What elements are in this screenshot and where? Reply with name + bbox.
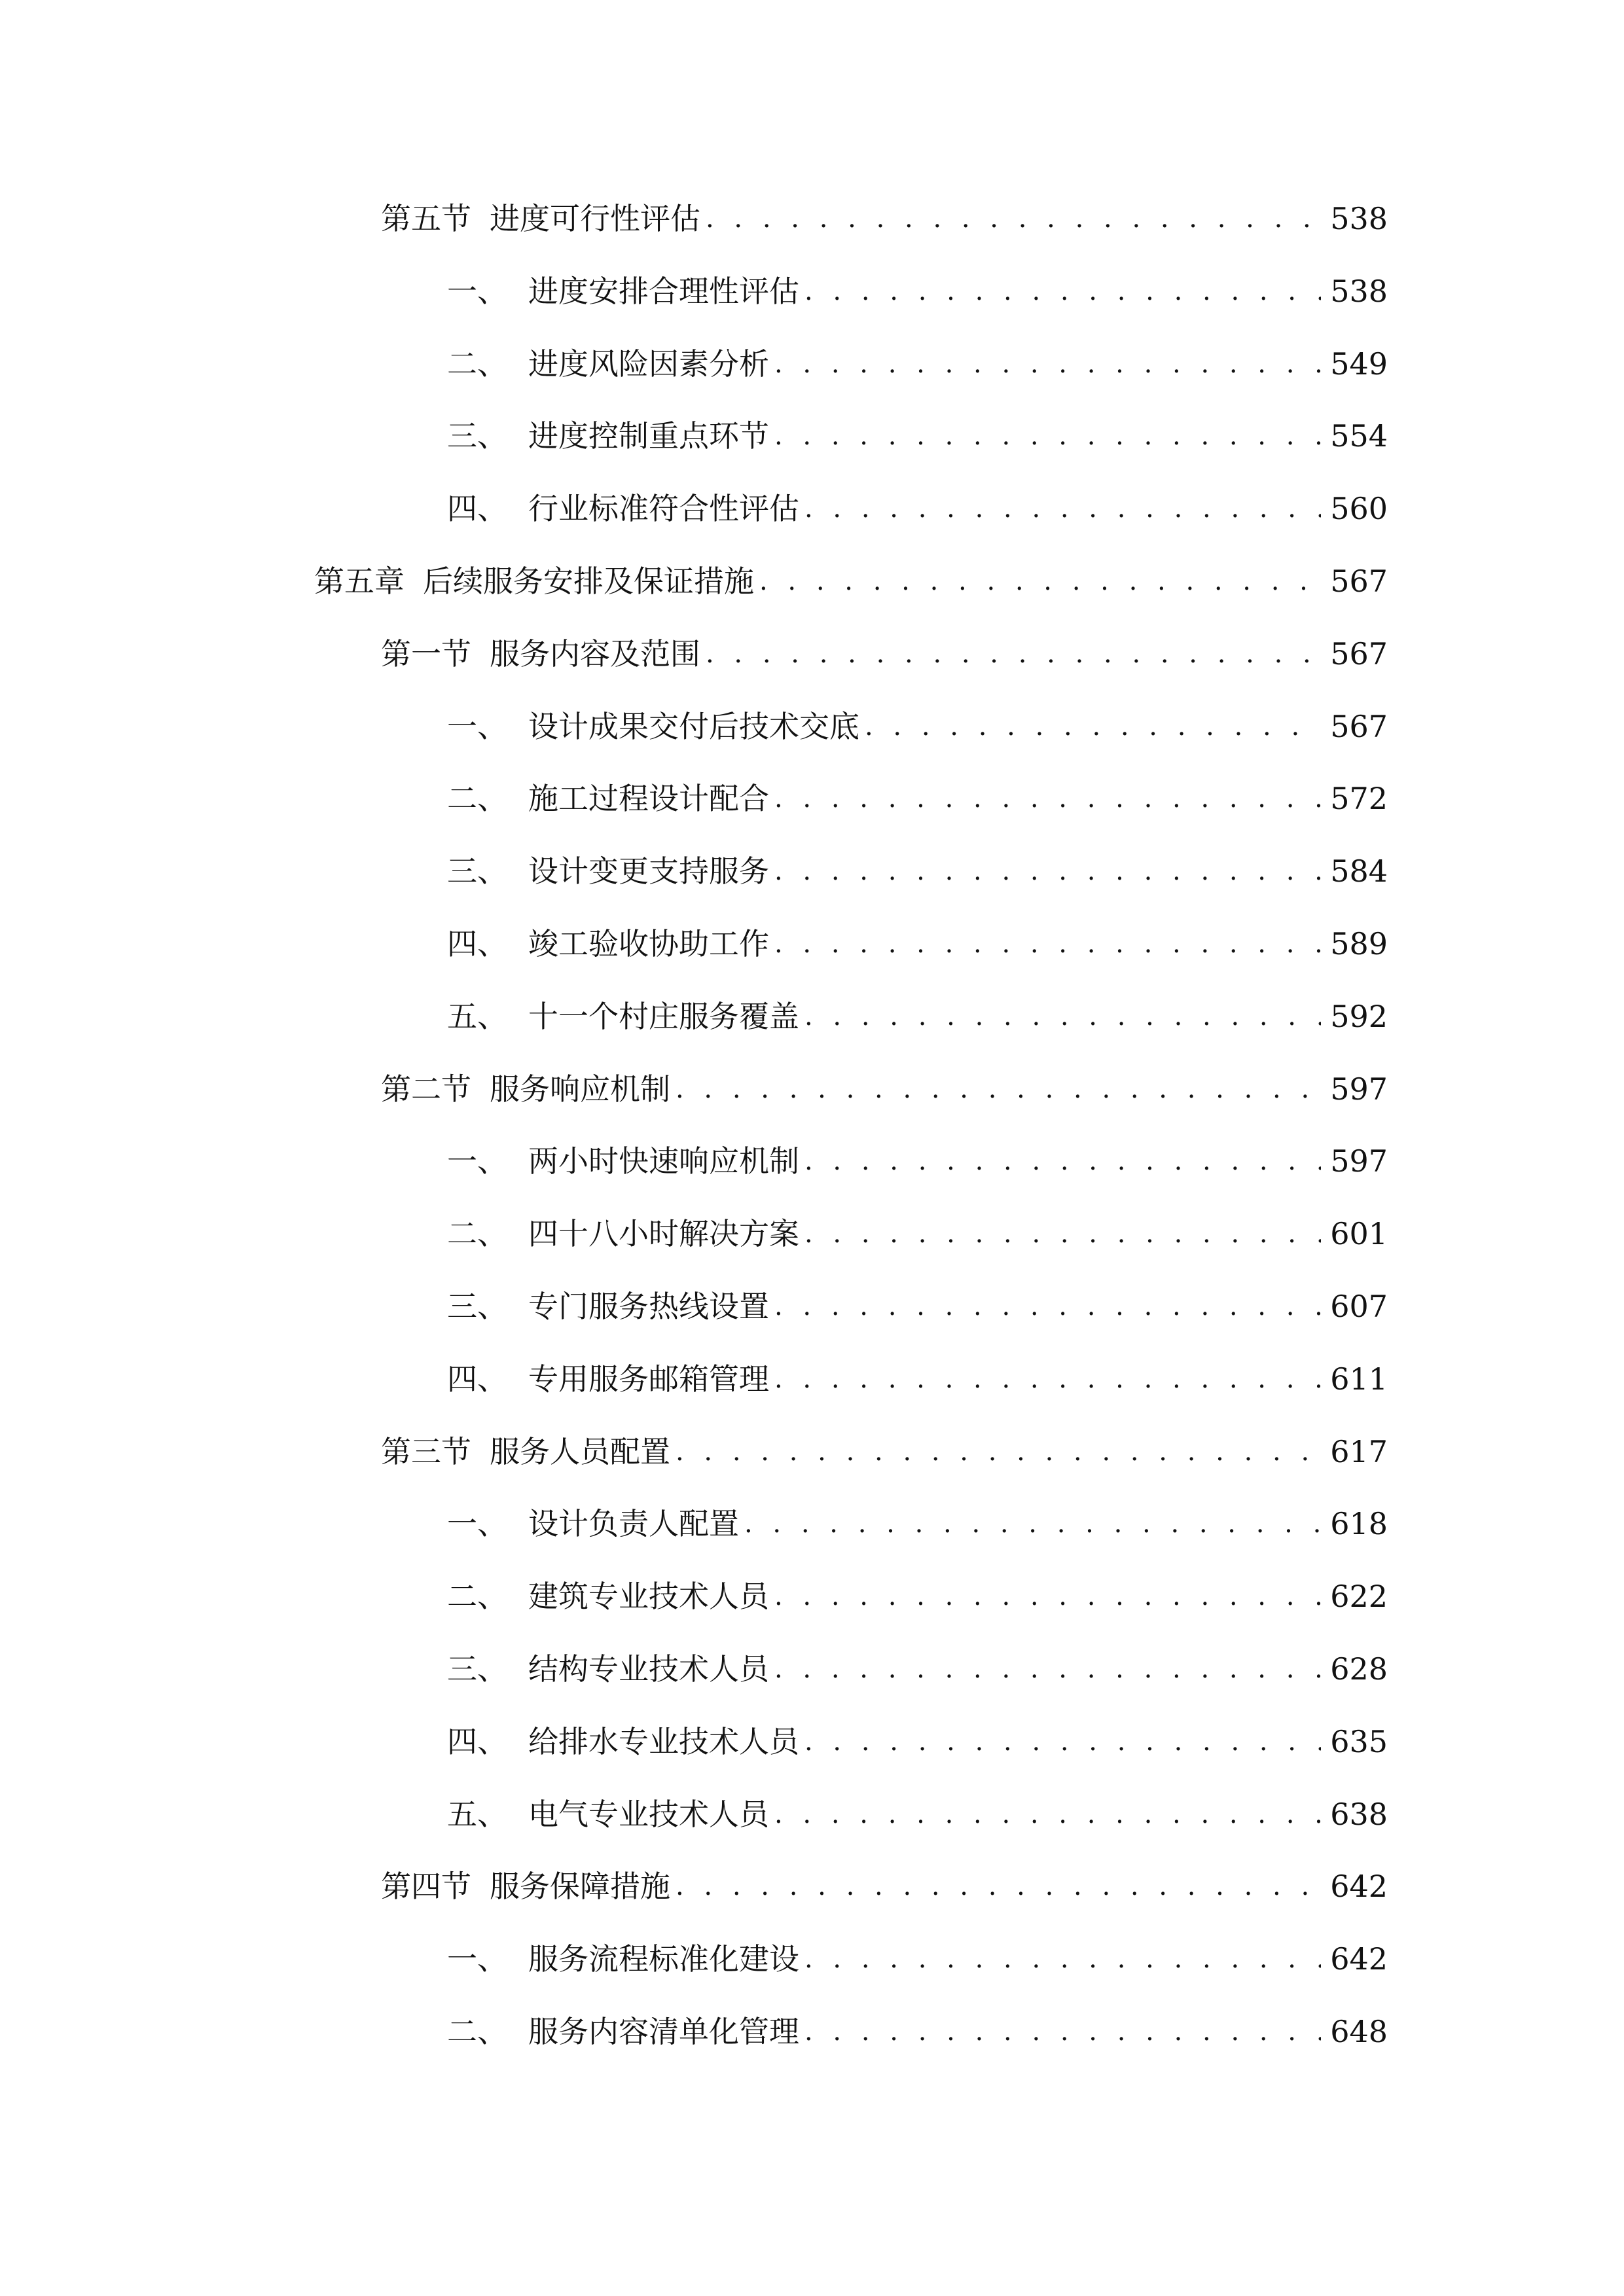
toc-entry-number: 一、 [447, 1143, 507, 1179]
toc-entry-page: 618 [1330, 1506, 1388, 1542]
toc-entry[interactable] [381, 1867, 1388, 1906]
dot-leader [676, 1432, 1321, 1471]
dot-leader [804, 2012, 1321, 2051]
toc-entry-title: 进度安排合理性评估 [528, 273, 799, 309]
toc-entry-title: 进度风险因素分析 [528, 346, 769, 382]
toc-entry-page: 597 [1330, 1071, 1388, 1107]
toc-entry-title: 专门服务热线设置 [528, 1289, 769, 1324]
toc-entry-number: 第一节 [381, 636, 471, 672]
toc-entry-title: 电气专业技术人员 [528, 1796, 769, 1832]
toc-entry-page: 642 [1330, 1941, 1388, 1977]
dot-leader [676, 1069, 1321, 1109]
dot-leader [804, 1939, 1321, 1979]
toc-entry[interactable] [447, 1287, 1388, 1326]
toc-entry-title: 四十八小时解决方案 [528, 1216, 799, 1252]
toc-entry[interactable] [447, 1722, 1388, 1761]
toc-entry-title: 施工过程设计配合 [528, 781, 769, 817]
toc-entry-page: 560 [1330, 491, 1388, 527]
dot-leader [804, 997, 1321, 1036]
dot-leader [706, 199, 1321, 238]
toc-entry[interactable] [381, 199, 1388, 238]
toc-entry-page: 611 [1330, 1361, 1388, 1397]
toc-entry-page: 567 [1330, 708, 1388, 744]
dot-leader [804, 489, 1321, 528]
dot-leader [774, 1577, 1321, 1616]
toc-entry-page: 622 [1330, 1579, 1388, 1615]
toc-entry[interactable] [447, 852, 1388, 891]
toc-entry-page: 567 [1330, 564, 1388, 599]
dot-leader [804, 1722, 1321, 1761]
toc-entry-number: 二、 [447, 1216, 507, 1252]
toc-entry[interactable] [447, 924, 1388, 963]
toc-entry-number: 二、 [447, 346, 507, 382]
dot-leader [804, 1141, 1321, 1181]
dot-leader [744, 1504, 1321, 1543]
toc-entry-number: 二、 [447, 2014, 507, 2049]
toc-entry-number: 五、 [447, 1796, 507, 1832]
toc-entry-page: 628 [1330, 1651, 1388, 1687]
toc-entry-number: 一、 [447, 273, 507, 309]
toc-entry-page: 597 [1330, 1143, 1388, 1179]
toc-entry-title: 服务内容清单化管理 [528, 2014, 799, 2049]
toc-entry-number: 第五节 [381, 201, 471, 236]
toc-entry-title: 进度控制重点环节 [528, 418, 769, 454]
toc-entry[interactable] [447, 272, 1388, 311]
toc-entry-page: 592 [1330, 998, 1388, 1034]
toc-entry-page: 572 [1330, 781, 1388, 817]
toc-entry-number: 四、 [447, 1361, 507, 1397]
toc-entry[interactable] [381, 1069, 1388, 1109]
toc-entry-number: 四、 [447, 1723, 507, 1759]
toc-entry-page: 538 [1330, 273, 1388, 309]
toc-entry-number: 三、 [447, 853, 507, 889]
toc-entry-page: 567 [1330, 636, 1388, 672]
toc-entry-title: 给排水专业技术人员 [528, 1723, 799, 1759]
toc-entry-number: 二、 [447, 1579, 507, 1615]
toc-entry-number: 一、 [447, 1506, 507, 1542]
toc-entry-number: 第五章 [314, 564, 405, 599]
toc-entry-page: 601 [1330, 1216, 1388, 1252]
toc-entry-title: 服务流程标准化建设 [528, 1941, 799, 1977]
dot-leader [774, 344, 1321, 384]
toc-entry-page: 554 [1330, 418, 1388, 454]
dot-leader [676, 1867, 1321, 1906]
toc-entry-title: 建筑专业技术人员 [528, 1579, 769, 1615]
toc-entry-page: 549 [1330, 346, 1388, 382]
toc-entry[interactable] [447, 2012, 1388, 2051]
toc-entry-page: 589 [1330, 926, 1388, 961]
toc-entry-page: 617 [1330, 1433, 1388, 1469]
toc-entry[interactable] [447, 1214, 1388, 1253]
toc-entry-title: 服务人员配置 [490, 1433, 670, 1469]
dot-leader [774, 779, 1321, 818]
toc-entry-number: 一、 [447, 1941, 507, 1977]
dot-leader [774, 1649, 1321, 1689]
toc-entry-title: 行业标准符合性评估 [528, 491, 799, 527]
toc-entry-number: 二、 [447, 781, 507, 817]
toc-entry[interactable] [447, 1939, 1388, 1979]
dot-leader [865, 707, 1321, 746]
toc-entry-number: 一、 [447, 708, 507, 744]
dot-leader [774, 852, 1321, 891]
toc-entry[interactable] [447, 1504, 1388, 1543]
toc-entry-title: 服务内容及范围 [490, 636, 700, 672]
dot-leader [759, 562, 1321, 601]
toc-entry-page: 584 [1330, 853, 1388, 889]
toc-entry-title: 后续服务安排及保证措施 [423, 564, 754, 599]
toc-entry-number: 三、 [447, 418, 507, 454]
toc-entry-number: 第四节 [381, 1869, 471, 1905]
toc-entry-page: 642 [1330, 1869, 1388, 1905]
toc-entry[interactable] [447, 1577, 1388, 1616]
toc-entry[interactable] [447, 1141, 1388, 1181]
toc-entry[interactable] [381, 1432, 1388, 1471]
toc-entry[interactable] [447, 1795, 1388, 1834]
toc-entry-title: 进度可行性评估 [490, 201, 700, 236]
toc-entry-title: 服务响应机制 [490, 1071, 670, 1107]
toc-entry-number: 四、 [447, 926, 507, 961]
dot-leader [804, 1214, 1321, 1253]
toc-entry-number: 五、 [447, 998, 507, 1034]
toc-entry-page: 638 [1330, 1796, 1388, 1832]
toc-entry-number: 四、 [447, 491, 507, 527]
toc-entry-page: 607 [1330, 1289, 1388, 1324]
toc-entry[interactable] [314, 562, 1388, 601]
dot-leader [774, 1795, 1321, 1834]
toc-entry-number: 三、 [447, 1289, 507, 1324]
dot-leader [774, 1359, 1321, 1399]
dot-leader [804, 272, 1321, 311]
toc-entry-title: 竣工验收协助工作 [528, 926, 769, 961]
toc-entry[interactable] [447, 707, 1388, 746]
toc-entry-page: 648 [1330, 2014, 1388, 2049]
toc-entry-number: 第二节 [381, 1071, 471, 1107]
toc-entry-number: 三、 [447, 1651, 507, 1687]
toc-entry[interactable] [447, 1649, 1388, 1689]
dot-leader [706, 634, 1321, 673]
toc-entry-title: 设计负责人配置 [528, 1506, 739, 1542]
dot-leader [774, 416, 1321, 456]
dot-leader [774, 924, 1321, 963]
toc-entry-number: 第三节 [381, 1433, 471, 1469]
toc-entry-title: 十一个村庄服务覆盖 [528, 998, 799, 1034]
toc-entry-page: 635 [1330, 1723, 1388, 1759]
toc-entry[interactable] [447, 416, 1388, 456]
toc-entry[interactable] [447, 997, 1388, 1036]
toc-entry-title: 设计变更支持服务 [528, 853, 769, 889]
toc-entry-title: 结构专业技术人员 [528, 1651, 769, 1687]
toc-entry[interactable] [447, 489, 1388, 528]
toc-entry-title: 设计成果交付后技术交底 [528, 708, 859, 744]
toc-entry[interactable] [381, 634, 1388, 673]
dot-leader [774, 1287, 1321, 1326]
toc-entry-title: 专用服务邮箱管理 [528, 1361, 769, 1397]
toc-entry-title: 两小时快速响应机制 [528, 1143, 799, 1179]
toc-entry-page: 538 [1330, 201, 1388, 236]
toc-entry-title: 服务保障措施 [490, 1869, 670, 1905]
toc-entry[interactable] [447, 344, 1388, 384]
toc-entry[interactable] [447, 779, 1388, 818]
toc-entry[interactable] [447, 1359, 1388, 1399]
